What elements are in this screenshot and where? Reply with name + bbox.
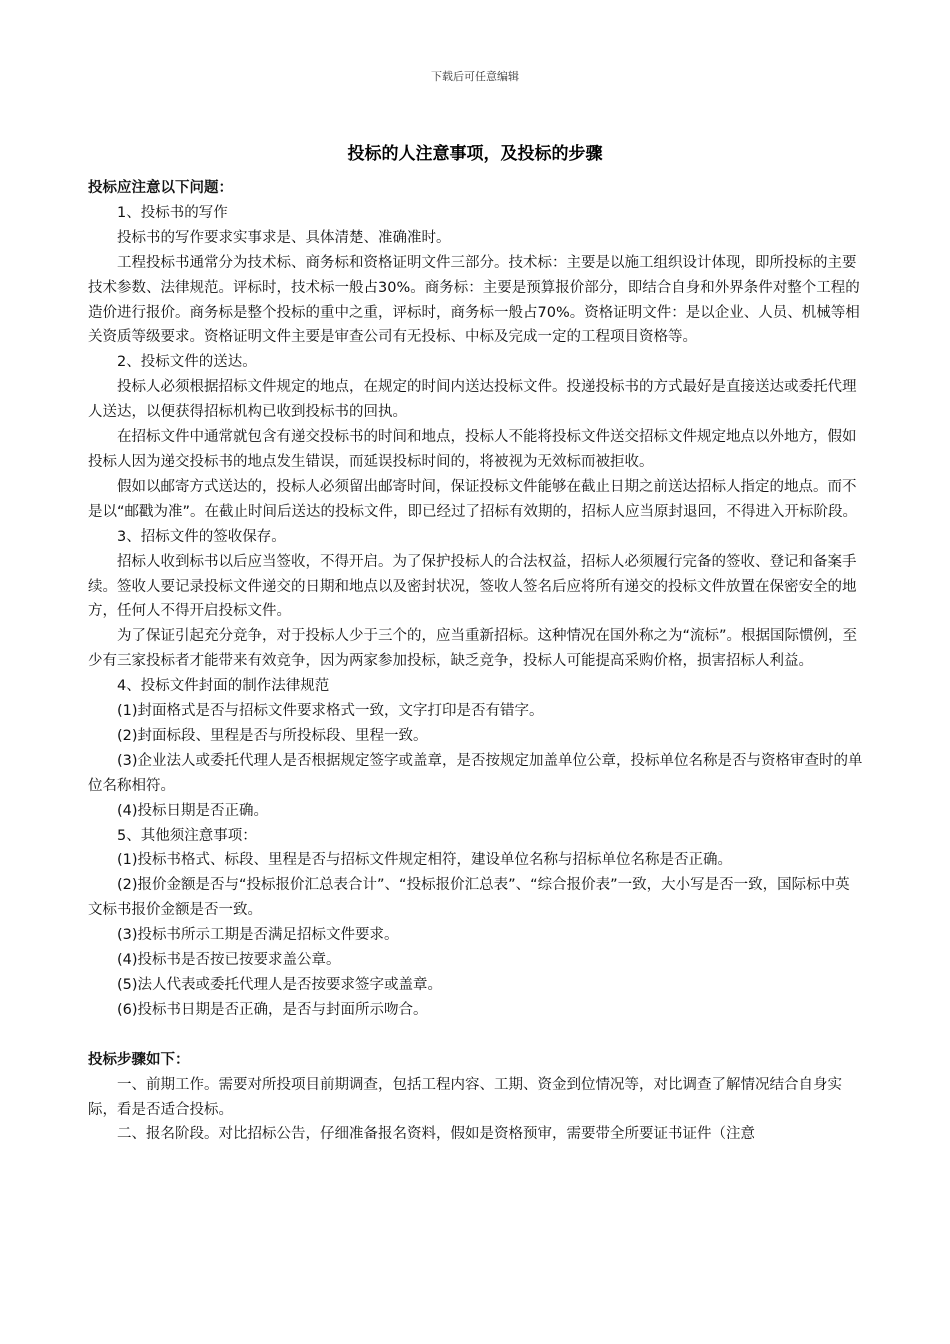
paragraph: (5)法人代表或委托代理人是否按要求签字或盖章。 — [117, 977, 443, 993]
paragraph: 假如以邮寄方式送达的，投标人必须留出邮寄时间，保证投标文件能够在截止日期之前送达招标人指定的地点。而不是以“邮戳为准”。在截止时间后送达的投标文件，即已经过了招标有效期的，招标人应当原封退回，不得进入开标阶段。 — [88, 478, 858, 520]
section-heading: 投标步骤如下： — [88, 1051, 190, 1068]
paragraph: (1)投标书格式、标段、里程是否与招标文件规定相符，建设单位名称与招标单位名称是否正确。 — [117, 852, 733, 869]
paragraph: 5、其他须注意事项： — [117, 827, 257, 844]
paragraph: 为了保证引起充分竞争，对于投标人少于三个的，应当重新招标。这种情况在国外称之为“流标”。根据国际惯例，至少有三家投标者才能带来有效竞争，因为两家参加投标，缺乏竞争，投标人可能提高采购价格，损害招标人利益。 — [88, 628, 858, 670]
paragraph: (6)投标书日期是否正确，是否与封面所示吻合。 — [117, 1001, 428, 1018]
paragraph: (4)投标书是否按已按要求盖公章。 — [117, 952, 341, 969]
paragraph: 招标人收到标书以后应当签收，不得开启。为了保护投标人的合法权益，招标人必须履行完备的签收、登记和备案手续。签收人要记录投标文件递交的日期和地点以及密封状况，签收人签名后应将所有递交的投标文件放置在保密安全的地方，任何人不得开启投标文件。 — [88, 553, 857, 620]
paragraph: 工程投标书通常分为技术标、商务标和资格证明文件三部分。技术标：主要是以施工组织设计体现，即所投标的主要技术参数、法律规范。评标时，技术标一般占30%。商务标：主要是预算报价部分，即结合自身和外界条件对整个工程的造价进行报价。商务标是整个投标的重中之重，评标时，商务标一般占70%。资格证明文件：是以企业、人员、机械等相关资质等级要求。资格证明文件主要是审查公司有无投标、中标及完成一定的工程项目资格等。 — [88, 254, 860, 346]
document-body — [88, 176, 863, 1147]
paragraph: (3)投标书所示工期是否满足招标文件要求。 — [117, 927, 399, 944]
paragraph: (1)封面格式是否与招标文件要求格式一致，文字打印是否有错字。 — [117, 703, 544, 720]
paragraph: 投标书的写作要求实事求是、具体清楚、准确准时。 — [117, 229, 451, 246]
header-note: 下载后可任意编辑 — [431, 70, 519, 83]
paragraph: (4)投标日期是否正确。 — [117, 802, 269, 819]
paragraph: (3)企业法人或委托代理人是否根据规定签字或盖章，是否按规定加盖单位公章，投标单位名称是否与资格审查时的单位名称相符。 — [88, 752, 863, 794]
paragraph: 4、投标文件封面的制作法律规范 — [117, 678, 330, 695]
paragraph: 二、报名阶段。对比招标公告，仔细准备报名资料，假如是资格预审，需要带全所要证书证件（注意 — [117, 1126, 755, 1143]
document-title: 投标的人注意事项，及投标的步骤 — [347, 144, 603, 164]
section-heading: 投标应注意以下问题： — [88, 180, 233, 196]
paragraph: (2)报价金额是否与“投标报价汇总表合计”、“投标报价汇总表”、“综合报价表”一致，大小写是否一致，国际标中英文标书报价金额是否一致。 — [88, 877, 850, 919]
section-spacer — [88, 1023, 863, 1048]
paragraph: (2)封面标段、里程是否与所投标段、里程一致。 — [117, 727, 428, 744]
paragraph: 3、招标文件的签收保存。 — [117, 528, 286, 545]
paragraph: 投标人必须根据招标文件规定的地点，在规定的时间内送达投标文件。投递投标书的方式最好是直接送达或委托代理人送达，以便获得招标机构已收到投标书的回执。 — [88, 379, 857, 421]
paragraph: 一、前期工作。需要对所投项目前期调查，包括工程内容、工期、资金到位情况等，对比调查了解情况结合自身实际，看是否适合投标。 — [88, 1076, 842, 1118]
paragraph: 1、投标书的写作 — [117, 204, 228, 221]
paragraph: 在招标文件中通常就包含有递交投标书的时间和地点，投标人不能将投标文件送交招标文件规定地点以外地方，假如投标人因为递交投标书的地点发生错误，而延误投标时间的，将被视为无效标而被拒收。 — [88, 429, 857, 470]
paragraph: 2、投标文件的送达。 — [117, 354, 257, 371]
